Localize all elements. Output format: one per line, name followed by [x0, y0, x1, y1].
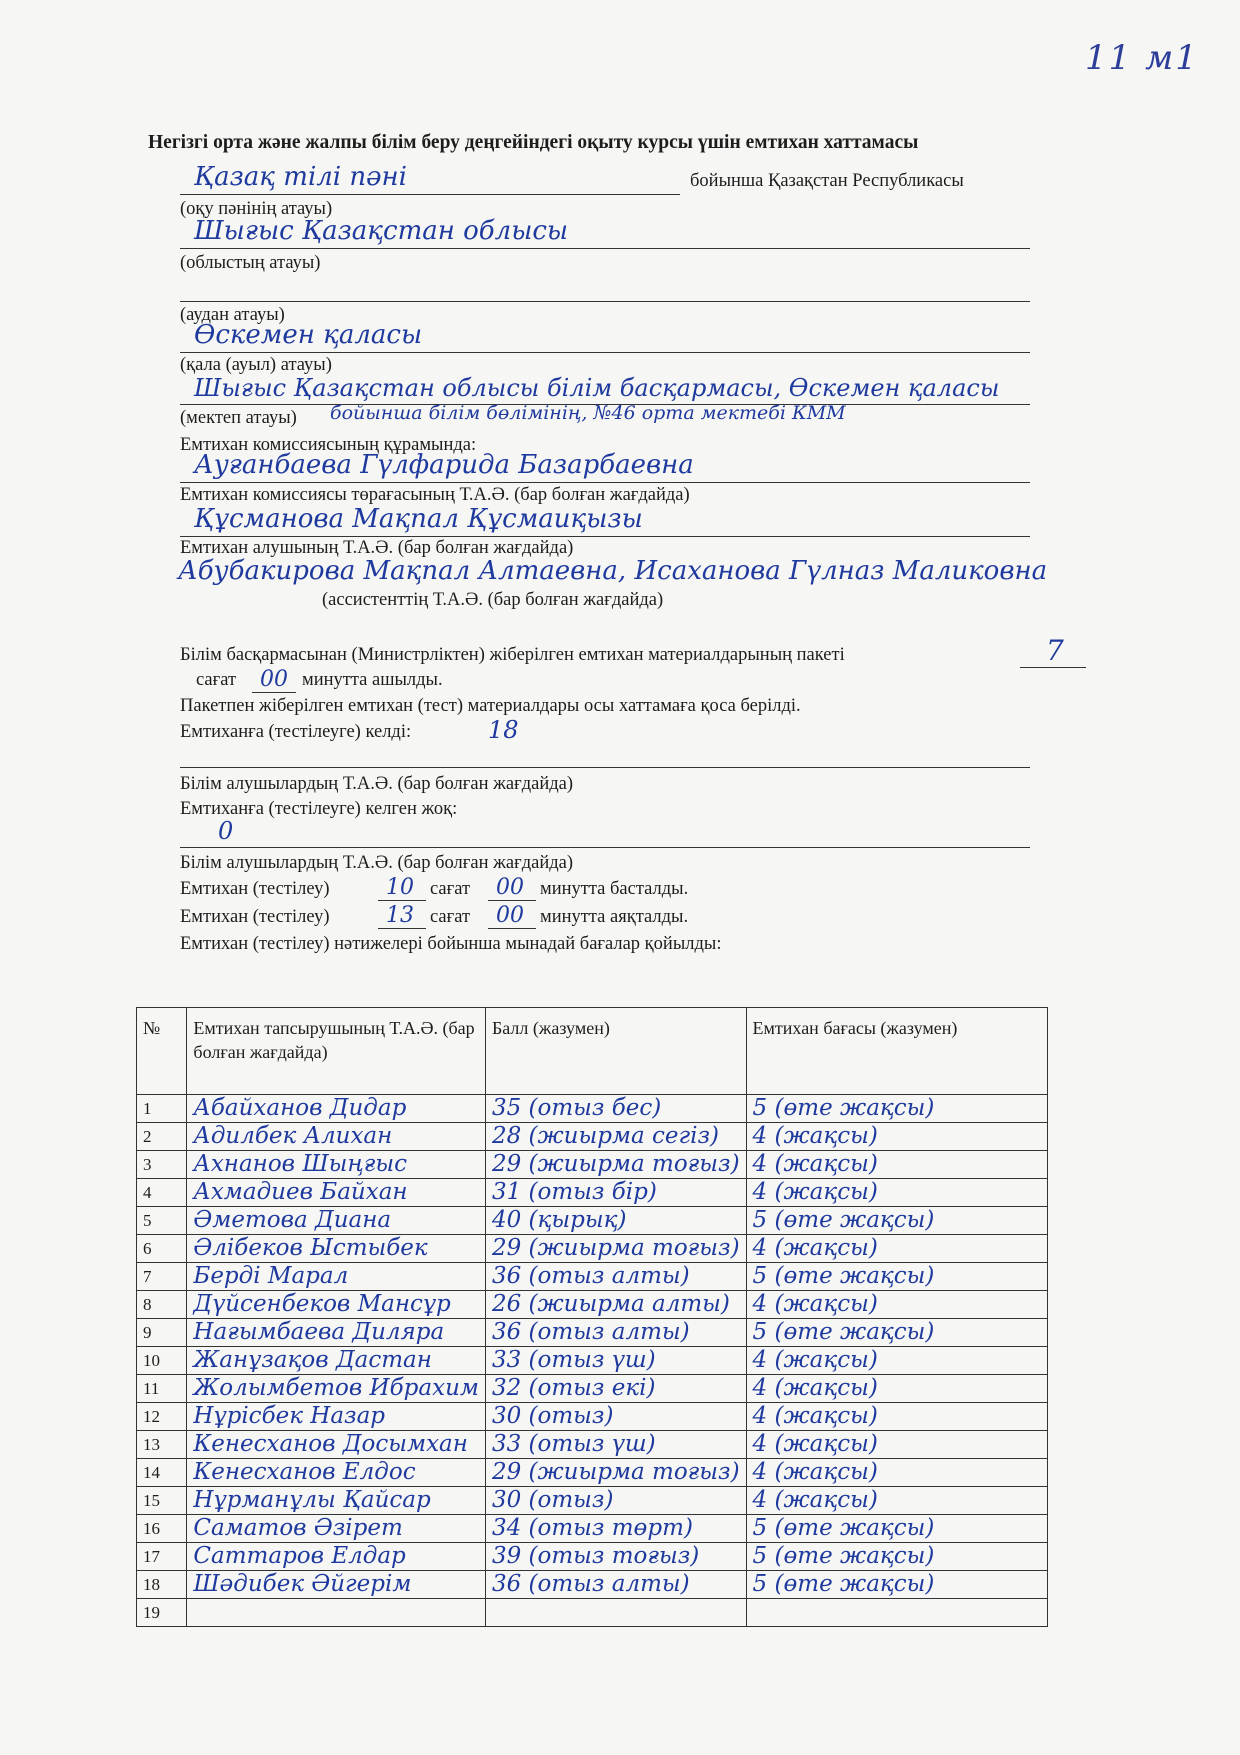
- absent-label: Емтиханға (тестілеуге) келген жоқ:: [180, 799, 458, 819]
- assistants-field[interactable]: [170, 554, 1070, 588]
- row-number: 13: [137, 1431, 187, 1459]
- table-row: [137, 1515, 1048, 1543]
- package-minute-label: минутта ашылды.: [302, 670, 443, 690]
- grades-intro: Емтихан (тестілеу) нәтижелері бойынша мынадай бағалар қойылды:: [180, 934, 722, 954]
- table-row: [137, 1347, 1048, 1375]
- table-row: [137, 1487, 1048, 1515]
- student-name[interactable]: Саттаров Елдар: [187, 1543, 486, 1571]
- table-row: [137, 1151, 1048, 1179]
- package-hour-field[interactable]: [1020, 634, 1086, 668]
- row-number: 1: [137, 1095, 187, 1123]
- examiner-label: Емтихан алушының Т.А.Ә. (бар болған жағдайда): [180, 538, 574, 558]
- row-number: 5: [137, 1207, 187, 1235]
- table-row: [137, 1319, 1048, 1347]
- student-score[interactable]: 29 (жиырма тоғыз): [485, 1459, 746, 1487]
- start-minute-field[interactable]: [488, 876, 536, 901]
- chair-field[interactable]: [180, 448, 1030, 483]
- row-number: 3: [137, 1151, 187, 1179]
- present-names-field[interactable]: [180, 735, 1030, 768]
- row-number: 11: [137, 1375, 187, 1403]
- end-minute-field[interactable]: [488, 904, 536, 929]
- student-score[interactable]: 30 (отыз): [485, 1487, 746, 1515]
- row-number: 19: [137, 1599, 187, 1627]
- school-label: (мектеп атауы): [180, 408, 297, 428]
- student-name[interactable]: Ахнанов Шыңғыс: [187, 1151, 486, 1179]
- student-grade[interactable]: 4 (жақсы): [746, 1487, 1047, 1515]
- subject-label: (оқу пәнінің атауы): [180, 199, 333, 219]
- package-hour: 7: [1046, 634, 1064, 667]
- student-grade[interactable]: 4 (жақсы): [746, 1123, 1047, 1151]
- city-value: Өскемен қаласы: [194, 320, 423, 350]
- student-score[interactable]: 33 (отыз үш): [485, 1431, 746, 1459]
- student-score[interactable]: 26 (жиырма алты): [485, 1291, 746, 1319]
- region-label: (облыстың атауы): [180, 253, 321, 273]
- start-hour-label: сағат: [430, 879, 471, 899]
- student-name[interactable]: Шәдибек Әйгерім: [187, 1571, 486, 1599]
- start-hour-field[interactable]: [378, 876, 426, 901]
- table-row: [137, 1431, 1048, 1459]
- examiner-field[interactable]: [180, 502, 1030, 537]
- student-grade[interactable]: 4 (жақсы): [746, 1291, 1047, 1319]
- results-table: [136, 1007, 1048, 1627]
- student-name[interactable]: Жанұзақов Дастан: [187, 1347, 486, 1375]
- row-number: 4: [137, 1179, 187, 1207]
- start-hour: 10: [386, 875, 414, 900]
- student-name[interactable]: Абайханов Дидар: [187, 1095, 486, 1123]
- student-score[interactable]: 32 (отыз екі): [485, 1375, 746, 1403]
- student-score[interactable]: 40 (қырық): [485, 1207, 746, 1235]
- student-name[interactable]: Берді Марал: [187, 1263, 486, 1291]
- student-grade[interactable]: 5 (өте жақсы): [746, 1543, 1047, 1571]
- end-hour: 13: [386, 903, 414, 928]
- row-number: 8: [137, 1291, 187, 1319]
- row-number: 17: [137, 1543, 187, 1571]
- student-grade[interactable]: 5 (өте жақсы): [746, 1515, 1047, 1543]
- table-row: [137, 1543, 1048, 1571]
- table-row: [137, 1291, 1048, 1319]
- student-grade[interactable]: 4 (жақсы): [746, 1403, 1047, 1431]
- document-title: Негізгі орта және жалпы білім беру деңгейіндегі оқыту курсы үшін емтихан хаттамасы: [148, 132, 919, 153]
- region-field[interactable]: [180, 214, 1030, 249]
- row-number: 7: [137, 1263, 187, 1291]
- student-score[interactable]: 35 (отыз бес): [485, 1095, 746, 1123]
- end-suffix: минутта аяқталды.: [540, 907, 689, 927]
- student-name[interactable]: Нұрісбек Назар: [187, 1403, 486, 1431]
- school-field[interactable]: [180, 370, 1030, 405]
- student-name[interactable]: Нұрманұлы Қайсар: [187, 1487, 486, 1515]
- student-grade[interactable]: 5 (өте жақсы): [746, 1207, 1047, 1235]
- student-name[interactable]: Кенесханов Досымхан: [187, 1431, 486, 1459]
- table-row: [137, 1123, 1048, 1151]
- table-row: [137, 1459, 1048, 1487]
- commission-intro: Емтихан комиссиясының құрамында:: [180, 435, 477, 455]
- package-hour-label: сағат: [196, 670, 237, 690]
- city-label: (қала (ауыл) атауы): [180, 355, 332, 375]
- student-grade[interactable]: 4 (жақсы): [746, 1179, 1047, 1207]
- table-header-row: [137, 1008, 1048, 1095]
- present-names-label: Білім алушылардың Т.А.Ә. (бар болған жағдайда): [180, 774, 574, 794]
- school-value-line2: бойынша білім бөлімінің, №46 орта мектебі КММ: [330, 402, 846, 424]
- end-prefix: Емтихан (тестілеу): [180, 907, 330, 927]
- start-prefix: Емтихан (тестілеу): [180, 879, 330, 899]
- student-grade[interactable]: 4 (жақсы): [746, 1459, 1047, 1487]
- student-name[interactable]: Әметова Диана: [187, 1207, 486, 1235]
- chair-label: Емтихан комиссиясы төрағасының Т.А.Ә. (бар болған жағдайда): [180, 485, 690, 505]
- attached-text: Пакетпен жіберілген емтихан (тест) материалдары осы хаттамаға қоса берілді.: [180, 696, 801, 716]
- start-minute: 00: [496, 875, 524, 900]
- student-name[interactable]: Саматов Әзірет: [187, 1515, 486, 1543]
- package-minute: 00: [260, 667, 288, 692]
- student-grade[interactable]: 4 (жақсы): [746, 1235, 1047, 1263]
- student-grade[interactable]: 5 (өте жақсы): [746, 1095, 1047, 1123]
- row-number: 14: [137, 1459, 187, 1487]
- student-name[interactable]: Жолымбетов Ибрахим: [187, 1375, 486, 1403]
- end-minute: 00: [496, 903, 524, 928]
- present-label: Емтиханға (тестілеуге) келді:: [180, 722, 412, 742]
- row-number: 9: [137, 1319, 187, 1347]
- row-number: 10: [137, 1347, 187, 1375]
- city-field[interactable]: [180, 318, 1030, 353]
- student-name[interactable]: Нағымбаева Диляра: [187, 1319, 486, 1347]
- table-row: [137, 1403, 1048, 1431]
- assistants-value: Абубакирова Мақпал Алтаевна, Исаханова Гүлназ Маликовна: [178, 556, 1048, 586]
- end-hour-label: сағат: [430, 907, 471, 927]
- absent-names-field[interactable]: [180, 815, 1030, 848]
- student-score[interactable]: 28 (жиырма сегіз): [485, 1123, 746, 1151]
- page-number: 11 м1: [1085, 38, 1199, 78]
- row-number: 16: [137, 1515, 187, 1543]
- student-score[interactable]: 31 (отыз бір): [485, 1179, 746, 1207]
- student-score[interactable]: 34 (отыз төрт): [485, 1515, 746, 1543]
- start-suffix: минутта басталды.: [540, 879, 689, 899]
- row-number: 15: [137, 1487, 187, 1515]
- district-label: (аудан атауы): [180, 305, 285, 325]
- header-score: Балл (жазумен): [485, 1008, 746, 1095]
- present-value: 18: [488, 716, 519, 744]
- student-grade[interactable]: 4 (жақсы): [746, 1375, 1047, 1403]
- student-grade[interactable]: 4 (жақсы): [746, 1347, 1047, 1375]
- table-row: [137, 1375, 1048, 1403]
- student-grade[interactable]: [746, 1599, 1047, 1627]
- table-row: [137, 1235, 1048, 1263]
- student-name[interactable]: Дүйсенбеков Мансұр: [187, 1291, 486, 1319]
- table-row: [137, 1207, 1048, 1235]
- table-row: [137, 1095, 1048, 1123]
- student-grade[interactable]: 5 (өте жақсы): [746, 1571, 1047, 1599]
- row-number: 12: [137, 1403, 187, 1431]
- student-grade[interactable]: 5 (өте жақсы): [746, 1263, 1047, 1291]
- chair-value: Ауғанбаева Гүлфарида Базарбаевна: [194, 450, 694, 480]
- absent-names-label: Білім алушылардың Т.А.Ә. (бар болған жағдайда): [180, 853, 574, 873]
- table-row: [137, 1179, 1048, 1207]
- header-name: Емтихан тапсырушының Т.А.Ә. (бар болған жағдайда): [187, 1008, 486, 1095]
- row-number: 18: [137, 1571, 187, 1599]
- subject-value: Қазақ тілі пәні: [194, 162, 407, 192]
- row-number: 6: [137, 1235, 187, 1263]
- header-number: №: [137, 1008, 187, 1095]
- absent-value: 0: [218, 817, 234, 845]
- student-score[interactable]: 36 (отыз алты): [485, 1571, 746, 1599]
- region-value: Шығыс Қазақстан облысы: [194, 216, 569, 246]
- student-name[interactable]: Ахмадиев Байхан: [187, 1179, 486, 1207]
- student-score[interactable]: 29 (жиырма тоғыз): [485, 1151, 746, 1179]
- table-row: [137, 1599, 1048, 1627]
- student-score[interactable]: 36 (отыз алты): [485, 1319, 746, 1347]
- student-score[interactable]: 29 (жиырма тоғыз): [485, 1235, 746, 1263]
- student-grade[interactable]: 4 (жақсы): [746, 1431, 1047, 1459]
- student-grade[interactable]: 4 (жақсы): [746, 1151, 1047, 1179]
- subject-suffix: бойынша Қазақстан Республикасы: [690, 171, 964, 191]
- student-score[interactable]: [485, 1599, 746, 1627]
- student-name[interactable]: [187, 1599, 486, 1627]
- student-score[interactable]: 36 (отыз алты): [485, 1263, 746, 1291]
- header-grade: Емтихан бағасы (жазумен): [746, 1008, 1047, 1095]
- student-grade[interactable]: 5 (өте жақсы): [746, 1319, 1047, 1347]
- student-score[interactable]: 33 (отыз үш): [485, 1347, 746, 1375]
- student-score[interactable]: 39 (отыз тоғыз): [485, 1543, 746, 1571]
- student-name[interactable]: Кенесханов Елдос: [187, 1459, 486, 1487]
- table-row: [137, 1571, 1048, 1599]
- subject-field[interactable]: [180, 160, 680, 195]
- student-score[interactable]: 30 (отыз): [485, 1403, 746, 1431]
- student-name[interactable]: Адилбек Алихан: [187, 1123, 486, 1151]
- school-value-line1: Шығыс Қазақстан облысы білім басқармасы, Өскемен қаласы: [194, 374, 1000, 402]
- assistants-label: (ассистенттің Т.А.Ә. (бар болған жағдайда): [322, 590, 664, 610]
- table-row: [137, 1263, 1048, 1291]
- examiner-value: Құсманова Мақпал Құсмаиқызы: [194, 504, 643, 534]
- student-name[interactable]: Әлібеков Ыстыбек: [187, 1235, 486, 1263]
- package-text: Білім басқармасынан (Министрліктен) жіберілген емтихан материалдарының пакеті: [180, 645, 845, 665]
- row-number: 2: [137, 1123, 187, 1151]
- package-minute-field[interactable]: [252, 668, 296, 693]
- end-hour-field[interactable]: [378, 904, 426, 929]
- district-field[interactable]: [180, 267, 1030, 302]
